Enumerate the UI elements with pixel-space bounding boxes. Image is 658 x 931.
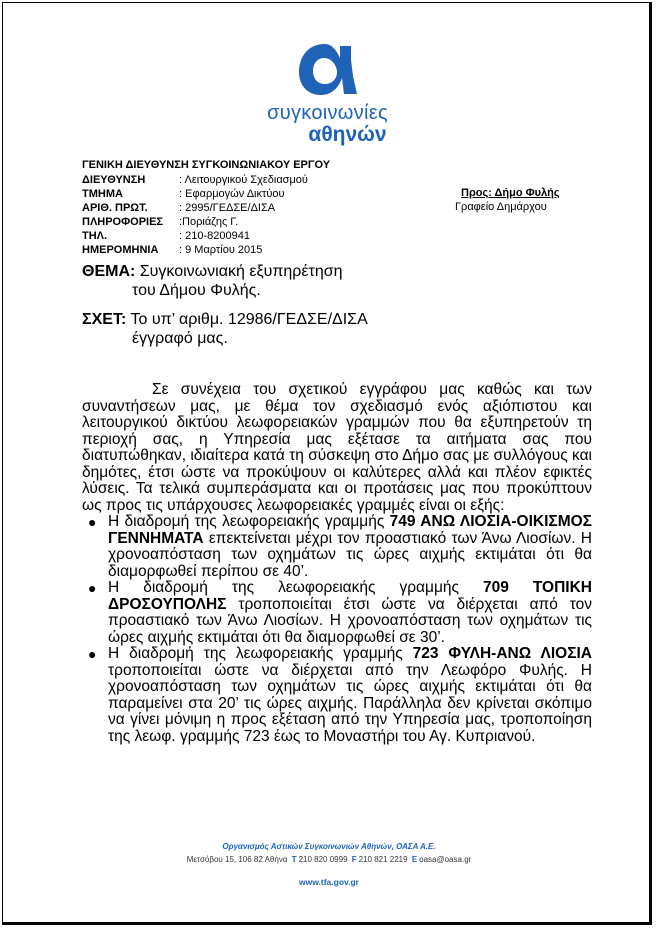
logo-line2: αθηνών bbox=[308, 123, 387, 146]
footer-contacts bbox=[0, 855, 658, 864]
meta-key: ΔΙΕΥΘΥΝΣΗ bbox=[82, 174, 146, 186]
meta-row bbox=[82, 229, 330, 243]
footer-address: Μετσόβου 15, 106 82 Αθήνα bbox=[186, 855, 288, 864]
meta-row bbox=[82, 173, 330, 187]
item-text: Η διαδρομή της λεωφορειακής γραμμής bbox=[108, 645, 413, 662]
footer-org: Οργανισμός Αστικών Συγκοινωνιών Αθηνών, ΟΑΣΑ Α.Ε. bbox=[222, 842, 436, 851]
subject-line2: του Δήμου Φυλής. bbox=[132, 282, 261, 299]
email-icon: E bbox=[411, 855, 418, 864]
footer-email[interactable]: oasa@oasa.gr bbox=[419, 855, 472, 864]
list-item bbox=[88, 579, 592, 646]
item-text: τροποποιείται ώστε να διέρχεται από την Λεωφόρο Φυλής. Η χρονοαπόσταση των οχημάτων τις ώρες αιχμής εκτιμάται ότι θα παραμείνει στα 20’ τις ώρες αιχμής. Παράλληλα δεν κρίνεται σκόπιμο να γίνει μόνιμη η προς εξέταση από την Υπηρεσία μας, τροποποίηση της λεωφ. γραμμής 723 έως το Μοναστήρι του Αγ. Κυπριανού. bbox=[108, 661, 592, 745]
reference-line1: Το υπ’ αριθμ. 12986/ΓΕΔΣΕ/ΔΙΣΑ bbox=[130, 311, 368, 328]
reference-label: ΣΧΕΤ: bbox=[82, 311, 127, 328]
item-text: επεκτείνεται μέχρι τον προαστιακό των Άνω Λιοσίων. Η χρονοαπόσταση των οχημάτων τις ώρες αιχμής εκτιμάται ότι θα διαμορφωθεί περίπου σε 40’. bbox=[108, 529, 592, 580]
item-route: 723 ΦΥΛΗ-ΑΝΩ ΛΙΟΣΙΑ bbox=[412, 645, 592, 662]
letter-body bbox=[82, 382, 592, 745]
meta-value: : 210-8200941 bbox=[179, 230, 250, 242]
sender-org: ΓΕΝΙΚΗ ΔΙΕΥΘΥΝΣΗ ΣΥΓΚΟΙΝΩΝΙΑΚΟΥ ΕΡΓΟΥ bbox=[82, 159, 331, 171]
meta-key: ΠΛΗΡΟΦΟΡΙΕΣ bbox=[82, 216, 164, 228]
list-item bbox=[88, 513, 592, 580]
meta-value: : Λειτουργικού Σχεδιασμού bbox=[179, 174, 308, 186]
meta-value: :Ποριάζης Γ. bbox=[179, 216, 239, 228]
subject-label: ΘΕΜΑ: bbox=[82, 263, 136, 280]
bullet-icon: ● bbox=[88, 514, 97, 530]
meta-key: ΑΡΙΘ. ΠΡΩΤ. bbox=[82, 202, 148, 214]
item-text: Η διαδρομή της λεωφορειακής γραμμής bbox=[108, 579, 483, 596]
meta-row bbox=[82, 201, 330, 215]
meta-value: : 9 Μαρτίου 2015 bbox=[179, 244, 263, 256]
meta-key: ΤΗΛ. bbox=[82, 230, 108, 242]
meta-key: ΗΜΕΡΟΜΗΝΙΑ bbox=[82, 244, 159, 256]
phone-icon: T bbox=[291, 855, 297, 864]
footer-fax: 210 821 2219 bbox=[358, 855, 408, 864]
alpha-logo-icon bbox=[295, 40, 361, 98]
item-text: Η διαδρομή της λεωφορειακής γραμμής bbox=[108, 513, 390, 530]
meta-row bbox=[82, 243, 330, 257]
meta-row bbox=[82, 215, 330, 229]
meta-value: : Εφαρμογών Δικτύου bbox=[179, 188, 285, 200]
oasa-logo bbox=[255, 40, 400, 146]
meta-row bbox=[82, 187, 330, 201]
footer-tel: 210 820 0999 bbox=[298, 855, 348, 864]
proposals-list bbox=[82, 514, 592, 745]
bullet-icon: ● bbox=[88, 580, 97, 596]
recipient-name: Προς: Δήμο Φυλής bbox=[461, 187, 560, 199]
recipient-office: Γραφείο Δημάρχου bbox=[455, 201, 547, 213]
item-route: 709 ΤΟΠΙΚΗ ΔΡΟΣΟΥΠΟΛΗΣ bbox=[108, 579, 592, 613]
fax-icon: F bbox=[351, 855, 357, 864]
reference-line2: έγγραφό μας. bbox=[132, 330, 228, 347]
reference-block bbox=[82, 310, 438, 348]
subject-block bbox=[82, 262, 438, 300]
recipient-block bbox=[455, 186, 560, 214]
intro-paragraph: Σε συνέχεια του σχετικού εγγράφου μας καθώς και των συναντήσεων μας, με θέμα τον σχεδιασμό ενός αξιόπιστου και λειτουργικού δικτύου λεωφορειακών γραμμών που θα εξυπηρετούν τη περιοχή σας, η Υπηρεσία μας εξέτασε τα αιτήματα σας που διατυπώθηκαν, ιδιαίτερα κατά τη σύσκεψη στο Δήμο σας με συλλόγους και δημότες, έτσι ώστε να προκύψουν οι καλύτερες αλλά και πλέον εφικτές λύσεις. Τα τελικά συμπεράσματα και οι προτάσεις μας που προκύπτουν ως προς τις υπάρχουσες λεωφορειακές γραμμές είναι οι εξής: bbox=[82, 381, 592, 514]
item-text: τροποποιείται έτσι ώστε να διέρχεται από τον προαστιακό των Άνω Λιοσίων. Η χρονοαπόσταση των οχημάτων τις ώρες αιχμής εκτιμάται ότι θα διαμορφωθεί σε 30’. bbox=[108, 595, 592, 646]
meta-key: ΤΜΗΜΑ bbox=[82, 188, 123, 200]
footer-website[interactable]: www.tfa.gov.gr bbox=[299, 877, 359, 887]
meta-value: : 2995/ΓΕΔΣΕ/ΔΙΣΑ bbox=[179, 202, 276, 214]
bullet-icon: ● bbox=[88, 646, 97, 662]
subject-line1: Συγκοινωνιακή εξυπηρέτηση bbox=[139, 263, 343, 280]
item-route: 749 ΑΝΩ ΛΙΟΣΙΑ-ΟΙΚΙΣΜΟΣ ΓΕΝΝΗΜΑΤΑ bbox=[108, 513, 592, 547]
list-item bbox=[88, 645, 592, 745]
sender-info bbox=[82, 158, 330, 257]
logo-line1: συγκοινωνίες bbox=[267, 102, 388, 124]
